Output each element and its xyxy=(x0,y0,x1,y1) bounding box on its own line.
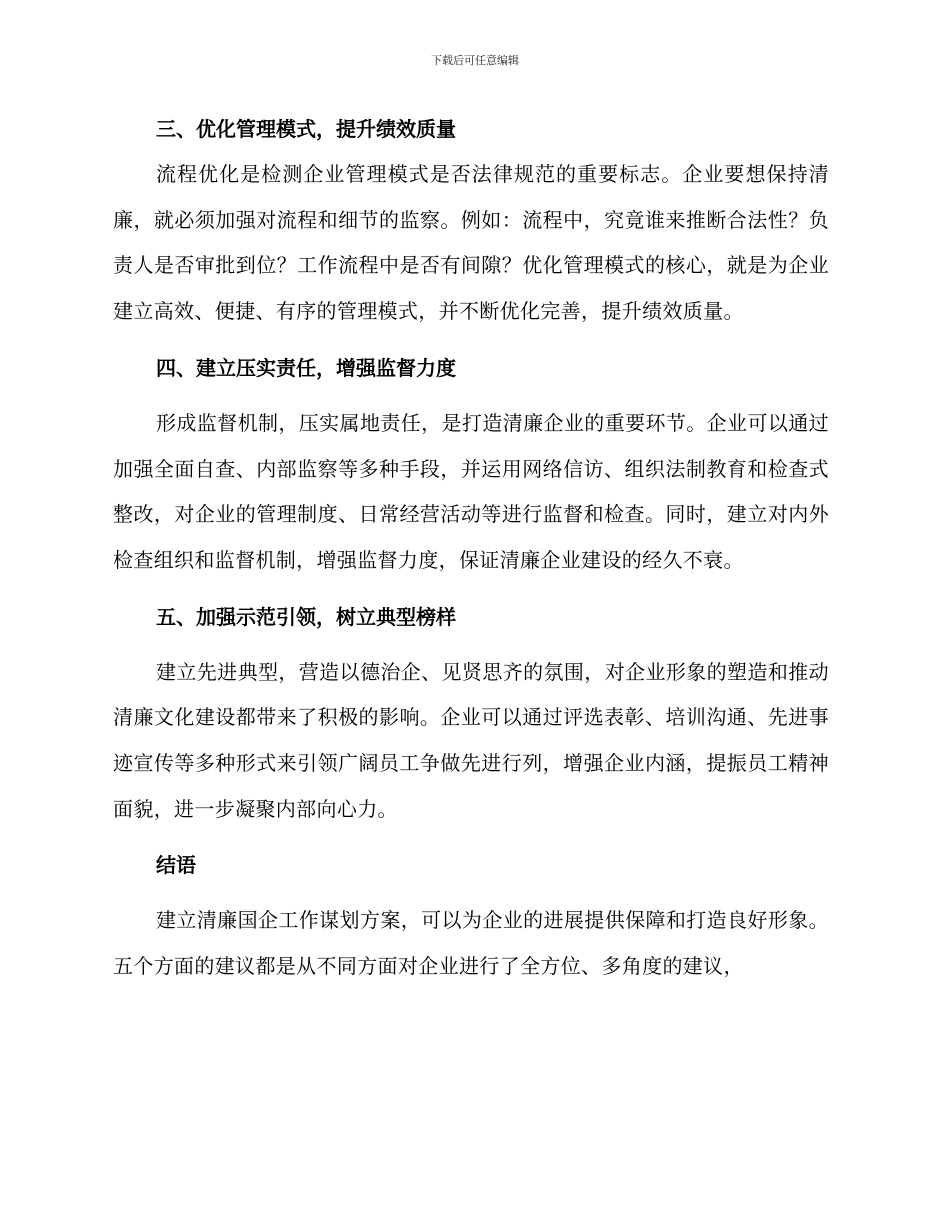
conclusion-paragraph: 建立清廉国企工作谋划方案，可以为企业的进展提供保障和打造良好形象。五个方面的建议都是从不同方面对企业进行了全方位、多角度的建议， xyxy=(113,908,829,979)
section-paragraph-3: 流程优化是检测企业管理模式是否法律规范的重要标志。企业要想保持清廉，就必须加强对流程和细节的监察。例如：流程中，究竟谁来推断合法性？负责人是否审批到位？工作流程中是否有间隙？优化管理模式的核心，就是为企业建立高效、便捷、有序的管理模式，并不断优化完善，提升绩效质量。 xyxy=(113,162,829,324)
document-body xyxy=(113,106,829,1000)
section-paragraph-5: 建立先进典型，营造以德治企、见贤思齐的氛围，对企业形象的塑造和推动清廉文化建设都带来了积极的影响。企业可以通过评选表彰、培训沟通、先进事迹宣传等多种形式来引领广阔员工争做先进行列，增强企业内涵，提振员工精神面貌，进一步凝聚内部向心力。 xyxy=(113,659,829,821)
section-heading-4: 四、建立压实责任，增强监督力度 xyxy=(156,355,456,380)
section-heading-5: 五、加强示范引领，树立典型榜样 xyxy=(156,604,456,629)
conclusion-heading: 结语 xyxy=(156,853,196,878)
page-header: 下载后可任意编辑 xyxy=(431,54,519,67)
section-paragraph-4: 形成监督机制，压实属地责任，是打造清廉企业的重要环节。企业可以通过加强全面自查、内部监察等多种手段，并运用网络信访、组织法制教育和检查式整改，对企业的管理制度、日常经营活动等进行监督和检查。同时，建立对内外检查组织和监督机制，增强监督力度，保证清廉企业建设的经久不衰。 xyxy=(113,410,829,572)
section-heading-3: 三、优化管理模式，提升绩效质量 xyxy=(156,117,456,141)
